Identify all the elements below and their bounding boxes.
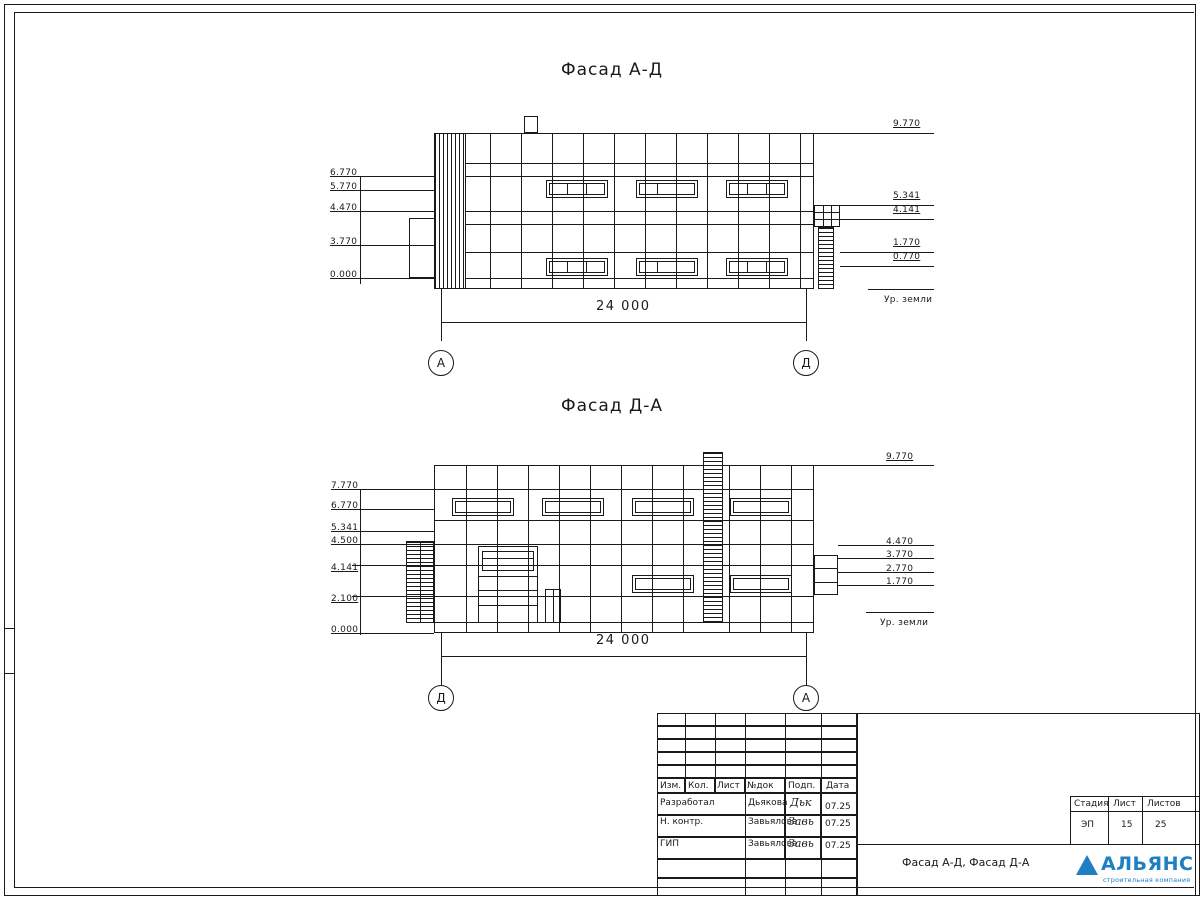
facade-ad-dim-value: 24 000: [596, 299, 651, 314]
stamp-header-ndok: №док: [747, 781, 774, 791]
stamp-header-podp: Подп.: [788, 781, 816, 791]
facade-ad-window-mullion: [586, 261, 587, 273]
facade-da-ground-label: Ур. земли: [880, 618, 929, 628]
facade-ad-roof-line: [434, 133, 814, 134]
axis-label: Д: [801, 356, 811, 370]
facade-da-annex-line: [814, 568, 838, 569]
sheet-left-margin-block: [4, 628, 14, 674]
facade-ad-mark-left-0: 6.770: [330, 168, 358, 178]
stamp-signature-0: Дьк: [790, 796, 812, 809]
stamp-name-0: Дьякова: [748, 798, 788, 808]
facade-da-mark-right-1: 4.470: [886, 537, 914, 547]
stamp-blank-row: [657, 726, 857, 739]
stamp-stage-value: ЭП: [1081, 820, 1095, 830]
facade-ad-window-inner: [639, 183, 695, 195]
facade-da-band: [434, 520, 814, 521]
facade-da-band: [434, 544, 814, 545]
facade-da-mark-right-0: 9.770: [886, 452, 914, 462]
facade-da-right-annex: [814, 555, 838, 595]
facade-da-leader: [352, 544, 434, 545]
stamp-sheets-header: Листов: [1147, 799, 1181, 809]
title-block: [657, 713, 1200, 896]
facade-da-leader-vert: [360, 489, 361, 635]
facade-da-window-inner: [545, 501, 601, 513]
facade-da-dim-ext-right: [806, 633, 807, 685]
facade-ad-mark-left-3: 3.770: [330, 237, 358, 247]
facade-ad-band: [466, 224, 814, 225]
stamp-blank-row: [657, 878, 857, 896]
facade-da-dim-line: [441, 656, 806, 657]
facade-ad-leader: [840, 266, 934, 267]
stamp-blank-row: [657, 713, 857, 726]
stamp-grid-line: [821, 859, 822, 896]
facade-ad-leader-vert: [360, 176, 361, 284]
facade-ad-dim-line: [441, 322, 806, 323]
facade-ad-window-inner: [729, 261, 785, 273]
facade-da-leader: [352, 633, 434, 634]
stamp-grid-line: [745, 713, 746, 778]
stamp-grid-line: [1070, 796, 1071, 844]
facade-ad-band: [466, 252, 814, 253]
axis-label: А: [436, 356, 446, 370]
facade-ad-window-mullion: [747, 183, 748, 195]
facade-ad-band: [466, 211, 814, 212]
stamp-blank-row: [657, 739, 857, 752]
facade-da-window-inner: [733, 578, 789, 590]
facade-ad-leader: [814, 133, 934, 134]
facade-da-door-line: [553, 589, 554, 623]
facade-da-leader: [352, 531, 434, 532]
facade-da-joint: [621, 465, 622, 633]
facade-da-mark-left-3: 4.500: [331, 536, 359, 546]
facade-ad-annex-line: [814, 212, 840, 213]
facade-da-joint: [683, 465, 684, 633]
facade-da-joint: [760, 465, 761, 633]
facade-da-band: [434, 489, 814, 490]
company-logo-icon: [1076, 855, 1098, 875]
stamp-header-list: Лист: [717, 781, 740, 791]
facade-da-mark-right-4: 1.770: [886, 577, 914, 587]
facade-ad-dim-ext-left: [441, 289, 442, 341]
stamp-sheet-header: Лист: [1113, 799, 1136, 809]
facade-da-joint: [466, 465, 467, 633]
facade-da-dim-ext-left: [441, 633, 442, 685]
facade-da-joint: [729, 465, 730, 633]
axis-label: Д: [436, 691, 446, 705]
stamp-grid-line: [715, 713, 716, 778]
facade-ad-leader: [840, 219, 934, 220]
facade-da-ground-line: [866, 612, 934, 613]
stamp-grid-line: [745, 837, 746, 859]
stamp-date-0: 07.25: [825, 802, 851, 812]
facade-ad-window-inner: [729, 183, 785, 195]
stamp-role-1: Н. контр.: [660, 817, 704, 827]
facade-ad-mark-right-3: 1.770: [893, 238, 921, 248]
stamp-header-izm: Изм.: [660, 781, 682, 791]
facade-ad-band: [466, 163, 814, 164]
stamp-name-2: Завьялова: [748, 839, 798, 849]
stamp-blank-row: [657, 859, 857, 878]
stamp-stage-header: Стадия: [1074, 799, 1109, 809]
stamp-header-data: Дата: [826, 781, 850, 791]
facade-ad-mark-right-1: 5.341: [893, 191, 921, 201]
facade-da-gate-line: [482, 558, 534, 559]
facade-da-gate-line: [478, 576, 538, 577]
stamp-date-2: 07.25: [825, 841, 851, 851]
stamp-grid-line: [785, 713, 786, 778]
facade-ad-axis-left: [428, 350, 454, 376]
facade-ad-mark-left-1: 5.770: [330, 182, 358, 192]
facade-da-gate-panel: [482, 551, 534, 571]
facade-ad-mark-left-2: 4.470: [330, 203, 358, 213]
stamp-grid-line: [1070, 796, 1200, 797]
stamp-grid-line: [857, 844, 1200, 845]
facade-da-title: Фасад Д-А: [561, 396, 664, 416]
stamp-signature-1: Завь: [788, 815, 814, 828]
facade-ad-mark-left-4: 0.000: [330, 270, 358, 280]
facade-ad-annex-line: [823, 205, 824, 227]
facade-ad-title: Фасад А-Д: [561, 60, 664, 80]
facade-ad-window-mullion: [586, 183, 587, 195]
facade-ad-window-mullion: [747, 261, 748, 273]
facade-ad-window-mullion: [567, 261, 568, 273]
facade-ad-band: [466, 278, 814, 279]
stamp-sheet-value: 15: [1121, 820, 1133, 830]
facade-da-dim-value: 24 000: [596, 633, 651, 648]
facade-da-mark-left-0: 7.770: [331, 481, 359, 491]
stamp-grid-line: [785, 859, 786, 896]
facade-da-leader: [352, 509, 434, 510]
facade-da-gate-line: [478, 590, 538, 591]
facade-ad-window-mullion: [676, 183, 677, 195]
facade-ad-window-mullion: [657, 183, 658, 195]
facade-ad-window-inner: [549, 261, 605, 273]
facade-da-leader: [814, 465, 934, 466]
facade-ad-window-mullion: [766, 261, 767, 273]
stamp-signature-2: Завь: [788, 837, 814, 850]
facade-ad-dim-ext-right: [806, 289, 807, 341]
facade-ad-window-inner: [549, 183, 605, 195]
facade-ad-leader: [352, 245, 434, 246]
facade-ad-annex-line: [831, 205, 832, 227]
facade-da-mark-left-1: 6.770: [331, 501, 359, 511]
facade-da-window-inner: [635, 501, 691, 513]
stamp-grid-line: [1070, 811, 1200, 812]
facade-da-mark-left-5: 2.100: [331, 594, 359, 604]
facade-ad-left-projection: [409, 218, 435, 278]
stamp-grid-line: [685, 713, 686, 778]
facade-da-axis-left: [428, 685, 454, 711]
facade-da-joint: [590, 465, 591, 633]
facade-ad-window-mullion: [766, 183, 767, 195]
facade-ad-mark-right-2: 4.141: [893, 205, 921, 215]
facade-da-mark-left-2: 5.341: [331, 523, 359, 533]
facade-da-joint: [791, 465, 792, 633]
stamp-grid-line: [1142, 796, 1143, 844]
facade-ad-leader: [352, 278, 434, 279]
facade-da-mark-left-4: 4.141: [331, 563, 359, 573]
facade-da-window-inner: [635, 578, 691, 590]
facade-da-leader: [352, 596, 434, 597]
stamp-grid-line: [745, 859, 746, 896]
facade-da-mark-right-3: 2.770: [886, 564, 914, 574]
facade-da-annex-line: [814, 582, 838, 583]
axis-label: А: [801, 691, 811, 705]
facade-ad-roof-vent: [524, 116, 538, 133]
facade-ad-leader: [352, 211, 434, 212]
stamp-grid-line: [745, 793, 746, 815]
facade-da-window-inner: [733, 501, 789, 513]
stamp-role-0: Разработал: [660, 798, 715, 808]
facade-ad-window-mullion: [657, 261, 658, 273]
facade-ad-ladder: [818, 227, 834, 289]
stamp-header-kol: Кол.: [688, 781, 709, 791]
company-name: АЛЬЯНС: [1101, 853, 1194, 875]
facade-ad-window-mullion: [676, 261, 677, 273]
facade-ad-window-mullion: [567, 183, 568, 195]
facade-ad-window-inner: [639, 261, 695, 273]
facade-da-mark-left-6: 0.000: [331, 625, 359, 635]
stamp-date-1: 07.25: [825, 819, 851, 829]
stamp-role-2: ГИП: [660, 839, 679, 849]
facade-da-window-inner: [455, 501, 511, 513]
stamp-name-1: Завьялова: [748, 817, 798, 827]
stamp-sheets-value: 25: [1155, 820, 1167, 830]
facade-ad-right-annex: [814, 205, 840, 227]
facade-ad-axis-right: [793, 350, 819, 376]
facade-ad-mark-right-4: 0.770: [893, 252, 921, 262]
facade-da-axis-right: [793, 685, 819, 711]
facade-da-mark-right-2: 3.770: [886, 550, 914, 560]
facade-ad-ground-label: Ур. земли: [884, 295, 933, 305]
facade-da-joint: [652, 465, 653, 633]
stamp-grid-line: [821, 713, 822, 778]
facade-ad-ground-line: [868, 289, 934, 290]
facade-da-leader: [352, 565, 434, 566]
facade-ad-left-panel-hatch: [434, 133, 466, 289]
facade-ad-band: [466, 176, 814, 177]
company-subtitle: строительная компания: [1103, 876, 1191, 884]
facade-ad-leader: [352, 190, 434, 191]
facade-da-left-ladder-rail: [420, 541, 421, 623]
stamp-grid-line: [745, 815, 746, 837]
facade-da-chimney-outline: [703, 452, 723, 623]
stamp-blank-row: [657, 752, 857, 765]
facade-da-leader: [352, 489, 434, 490]
facade-ad-annex-line: [814, 219, 840, 220]
facade-da-gate-line: [478, 605, 538, 606]
facade-ad-mark-right-0: 9.770: [893, 119, 921, 129]
facade-ad-leader: [352, 176, 434, 177]
stamp-blank-row: [657, 765, 857, 778]
stamp-sheet-title: Фасад А-Д, Фасад Д-А: [902, 856, 1030, 869]
